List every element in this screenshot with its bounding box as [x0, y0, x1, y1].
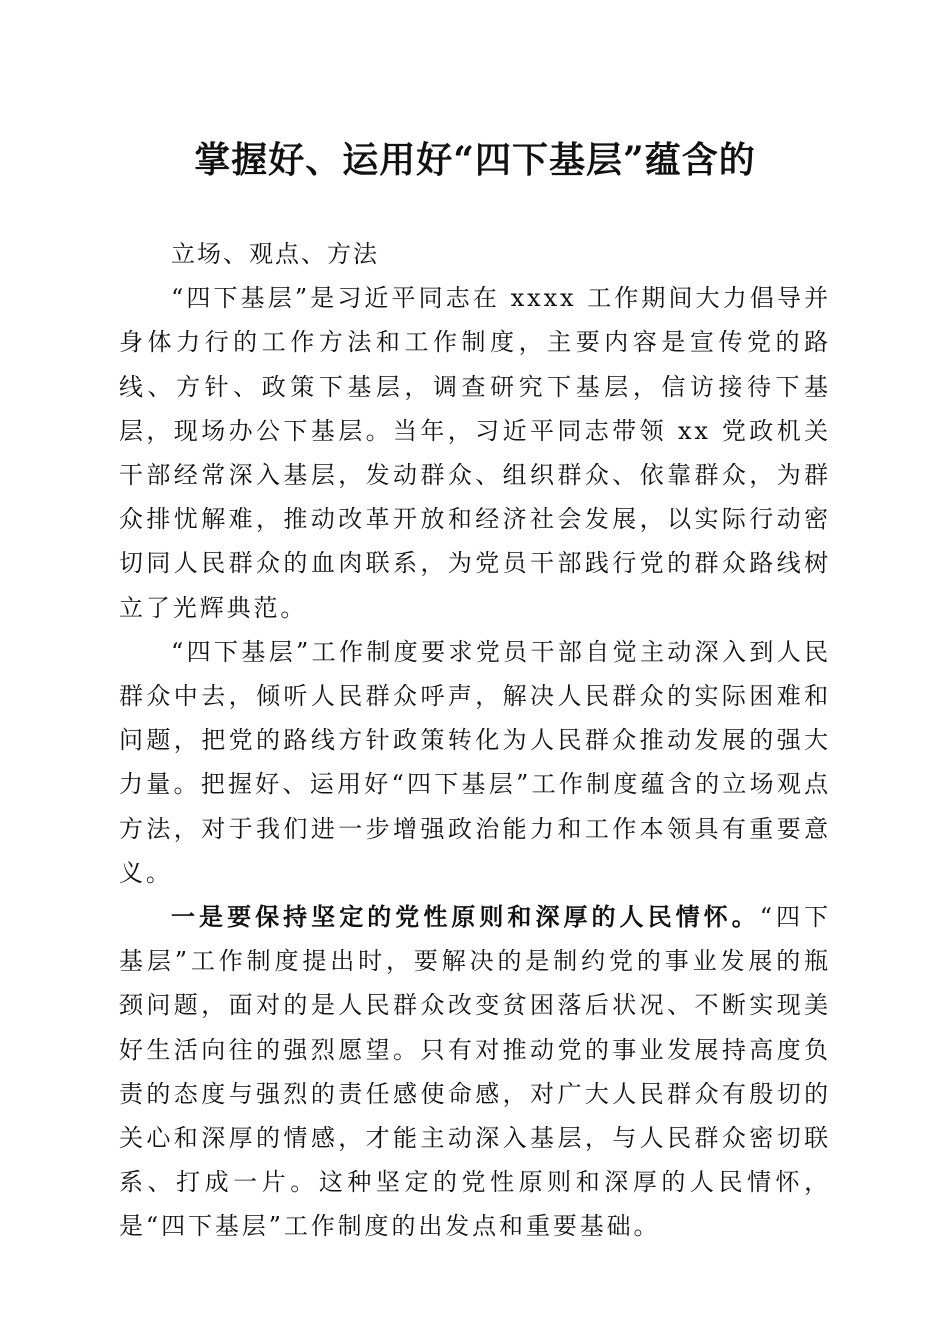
paragraph-text: “四下基层”是习近平同志在 xxxx 工作期间大力倡导并身体力行的工作方法和工作制度，主要内容是宣传党的路线、方针、政策下基层，调查研究下基层，信访接待下基层，现场办公下基层。当年，习近平同志带领 xx 党政机关干部经常深入基层，发动群众、组织群众、依靠群众，为群众排忧解难，推动改革开放和经济社会发展，以实际行动密切同人民群众的血肉联系，为党员干部践行党的群众路线树立了光辉典范。: [119, 284, 831, 622]
paragraph-intro: [119, 276, 831, 630]
document-title: 掌握好、运用好“四下基层”蕴含的: [194, 139, 756, 181]
paragraph-point-one: [119, 895, 831, 1249]
paragraph-significance: [119, 630, 831, 895]
paragraph-text: “四下基层”工作制度提出时，要解决的是制约党的事业发展的瓶颈问题，面对的是人民群众改变贫困落后状况、不断实现美好生活向往的强烈愿望。只有对推动党的事业发展持高度负责的态度与强烈的责任感使命感，对广大人民群众有殷切的关心和深厚的情感，才能主动深入基层，与人民群众密切联系、打成一片。这种坚定的党性原则和深厚的人民情怀，是“四下基层”工作制度的出发点和重要基础。: [119, 903, 831, 1241]
document-subtitle: 立场、观点、方法: [171, 240, 379, 268]
document-body: [119, 232, 831, 1249]
paragraph-text: “四下基层”工作制度要求党员干部自觉主动深入到人民群众中去，倾听人民群众呼声，解决人民群众的实际困难和问题，把党的路线方针政策转化为人民群众推动发展的强大力量。把握好、运用好“四下基层”工作制度蕴含的立场观点方法，对于我们进一步增强政治能力和工作本领具有重要意义。: [119, 637, 831, 887]
paragraph-lead-heading: 一是要保持坚定的党性原则和深厚的人民情怀。: [171, 902, 760, 932]
